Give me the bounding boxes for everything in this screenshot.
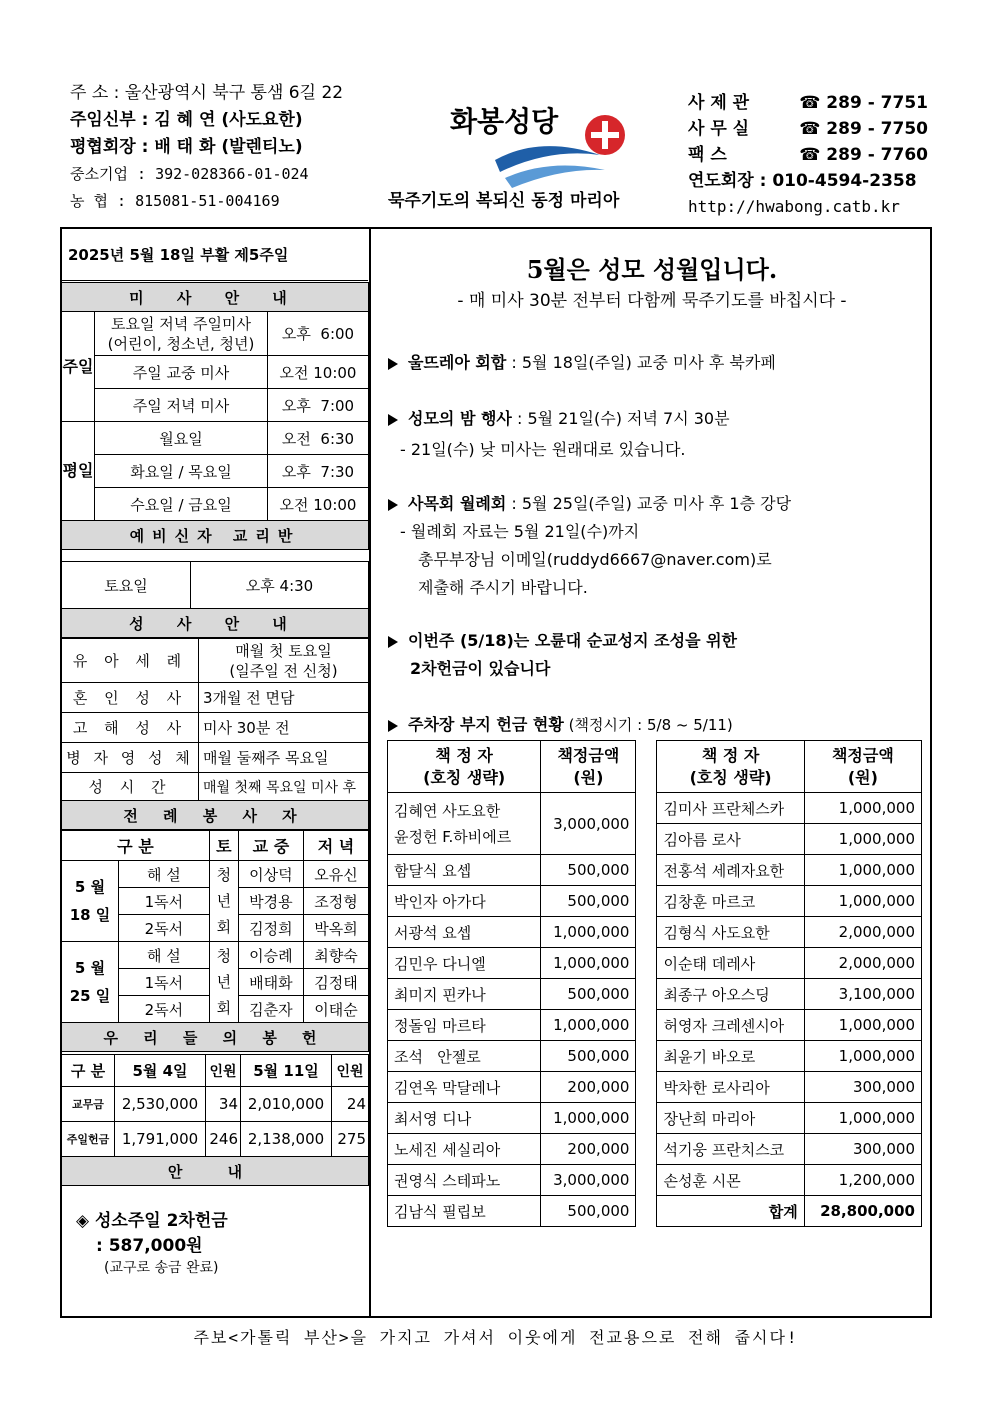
catechumen-time: 오후 4:30 [191,562,369,609]
catechumen-title: 예비신자 교리반 [62,521,369,550]
bank1: 392-028366-01-024 [155,165,309,183]
triangle-bullet-icon [388,499,398,511]
address-label: 주 소 [70,83,109,103]
column-divider [369,227,371,1317]
priest-label: 주임신부 [70,110,136,130]
sacrament-name: 병 자 영 성 체 [62,743,199,773]
mass-name: 수요일 / 금요일 [95,488,268,521]
contact-label: 사 제 관 [688,93,750,113]
table-gap [636,855,657,886]
triangle-bullet-icon [388,358,398,370]
offering-amount: 2,138,000 [241,1122,332,1157]
mass-name: 화요일 / 목요일 [95,455,268,488]
table-gap [636,1072,657,1103]
servers-group: 청 년 회 [209,861,238,942]
sacrament-info: 매월 첫 토요일 (일주일 전 신청) [199,639,369,683]
news-item [388,491,791,514]
mass-time: 오전 6:30 [268,422,369,455]
donor-name: 박인자 아가다 [388,886,541,917]
church-name: 화봉성당 [450,105,559,138]
contact-value: ☎ 289 - 7751 [799,93,928,113]
notice-line: (교구로 송금 완료) [104,1260,219,1276]
council-label: 평협회장 [70,137,136,157]
donation-header: 책 정 자 (호칭 생략) [657,741,804,793]
donor-amount: 1,000,000 [541,1010,636,1041]
offering-title: 우 리 들 의 봉 헌 [62,1023,369,1052]
sacrament-info: 매월 첫째 목요일 미사 후 [199,773,369,801]
header-info [70,80,370,215]
table-gap [636,886,657,917]
news-body: (책정시기 : 5/8 ~ 5/11) [563,716,733,734]
offering-header: 인원 [206,1055,241,1087]
donor-amount: 3,100,000 [804,979,921,1010]
servers-title: 전 례 봉 사 자 [62,801,369,830]
table-gap [636,948,657,979]
offering-header: 5월 11일 [241,1055,332,1087]
mass-name: 주일 저녁 미사 [95,389,268,422]
mass-name: 월요일 [95,422,268,455]
donor-name: 장난희 마리아 [657,1103,804,1134]
offering-amount: 2,010,000 [241,1087,332,1122]
total-label: 합계 [657,1196,804,1227]
sacrament-name: 혼 인 성 사 [62,683,199,713]
donor-amount: 1,000,000 [804,793,921,824]
offering-amount: 1,791,000 [115,1122,206,1157]
donor-amount: 1,200,000 [804,1165,921,1196]
sacrament-name: 성 시 간 [62,773,199,801]
footer-text: 주보<가톨릭 부산>을 가지고 가셔서 이웃에게 전교용으로 전해 줍시다! [193,1328,799,1347]
contact-value: ☎ 289 - 7750 [799,119,928,139]
news-body: : 5월 18일(주일) 교중 미사 후 북카페 [506,353,776,372]
donor-name: 전홍석 세례자요한 [657,855,804,886]
offering-amount: 2,530,000 [115,1087,206,1122]
donor-amount: 1,000,000 [541,948,636,979]
table-gap [636,979,657,1010]
sacrament-table [61,638,369,830]
youth-leader: 연도회장 : 010-4594-2358 [688,171,917,191]
news-head: 주차장 부지 헌금 현황 [408,715,564,734]
servers-date: 5 월 25 일 [62,942,119,1023]
contact-value: ☎ 289 - 7760 [799,145,928,165]
offering-count: 246 [206,1122,241,1157]
server-role: 2독서 [119,915,210,942]
table-gap [636,1103,657,1134]
news-item [388,350,776,373]
news-item [388,712,733,735]
donation-table [387,740,922,1227]
donor-amount: 500,000 [541,855,636,886]
donor-amount: 3,000,000 [541,793,636,855]
mass-name: 주일 교중 미사 [95,356,268,389]
donor-name: 최서영 디나 [388,1103,541,1134]
servers-header: 구 분 [62,831,210,861]
donor-name: 이순태 데레사 [657,948,804,979]
website-link[interactable]: http://hwabong.catb.kr [688,197,900,216]
page-subtitle: - 매 미사 30분 전부터 다함께 묵주기도를 바칩시다 - [457,291,847,311]
contact-row [688,90,928,116]
donor-name: 최윤기 바오로 [657,1041,804,1072]
donor-amount: 200,000 [541,1072,636,1103]
page-title: 5월은 성모 성월입니다. [526,255,778,284]
servers-group: 청 년 회 [209,942,238,1023]
contact-info [688,90,928,220]
address: 울산광역시 북구 통샘 6길 22 [124,83,344,103]
donor-amount: 1,000,000 [804,1010,921,1041]
mass-table [61,282,369,550]
triangle-bullet-icon [388,414,398,426]
sacrament-info: 3개월 전 면담 [199,683,369,713]
server-role: 2독서 [119,996,210,1023]
news-head: 이번주 (5/18)는 오륜대 순교성지 조성을 위한 [408,631,738,650]
mass-time: 오전 10:00 [268,488,369,521]
contact-row [688,116,928,142]
donation-header: 책정금액 (원) [804,741,921,793]
contact-row [688,142,928,168]
footer-line [60,1316,932,1318]
news-item [388,628,737,651]
triangle-bullet-icon [388,636,398,648]
sacrament-info: 매월 둘째주 목요일 [199,743,369,773]
donor-name: 김형식 사도요한 [657,917,804,948]
council: 배 태 화 (발렌티노) [154,137,303,157]
donor-amount: 2,000,000 [804,948,921,979]
offering-count: 24 [332,1087,369,1122]
news-head: 울뜨레아 회합 [408,353,507,372]
offering-count: 34 [206,1087,241,1122]
donor-name: 박차한 로사리아 [657,1072,804,1103]
donor-name: 손성훈 시몬 [657,1165,804,1196]
mass-title: 미 사 안 내 [62,283,369,312]
priest-row: 주임신부 : 김 혜 연 (사도요한) [70,110,303,130]
table-gap [636,1041,657,1072]
donor-amount: 1,000,000 [804,886,921,917]
server-main: 김정희 [238,915,303,942]
donor-name: 노세진 세실리아 [388,1134,541,1165]
donor-amount: 2,000,000 [804,917,921,948]
server-evening: 김정태 [304,969,369,996]
server-role: 1독서 [119,888,210,915]
donor-amount: 200,000 [541,1134,636,1165]
donor-name: 김아름 로사 [657,824,804,855]
server-role: 해 설 [119,942,210,969]
donor-amount: 1,000,000 [804,1103,921,1134]
bank2-label: 농 협 [70,192,109,210]
server-role: 1독서 [119,969,210,996]
bulletin-date: 2025년 5월 18일 부활 제5주일 [62,229,368,281]
motto: 묵주기도의 복되신 동정 마리아 [388,191,620,211]
donor-name: 김남식 필립보 [388,1196,541,1227]
news-item [388,406,730,429]
donor-amount: 1,000,000 [541,1103,636,1134]
bank1-label: 중소기업 [70,165,128,183]
donor-name: 석기웅 프란치스코 [657,1134,804,1165]
table-gap [636,1134,657,1165]
offering-header: 구 분 [62,1055,115,1087]
notice-title: 안 내 [62,1157,369,1186]
catechumen-day: 토요일 [62,562,191,609]
server-role: 해 설 [119,861,210,888]
notice-line: ◈ 성소주일 2차헌금 [76,1211,228,1231]
donor-amount: 500,000 [541,1041,636,1072]
donor-amount: 300,000 [804,1072,921,1103]
address-row: 주 소 : 울산광역시 북구 통샘 6길 22 [70,83,344,103]
donor-name: 함달식 요셉 [388,855,541,886]
offering-type: 주일헌금 [62,1122,115,1157]
donor-amount: 1,000,000 [804,824,921,855]
donor-name: 최미지 핀카나 [388,979,541,1010]
donor-name: 김민우 다니엘 [388,948,541,979]
mass-time: 오후 7:30 [268,455,369,488]
donor-amount: 1,000,000 [804,855,921,886]
contact-label: 팩 스 [688,145,727,165]
news-body: : 5월 21일(수) 저녁 7시 30분 [511,409,730,428]
table-gap [636,1196,657,1227]
news-sub: - 21일(수) 낮 미사는 원래대로 있습니다. [400,440,686,459]
table-gap [636,824,657,855]
weekday-label: 평일 [62,422,95,521]
server-main: 이상덕 [238,861,303,888]
sacrament-name: 고 해 성 사 [62,713,199,743]
donor-amount: 3,000,000 [541,1165,636,1196]
news-sub: 제출해 주시기 바랍니다. [418,578,588,597]
server-evening: 박옥희 [304,915,369,942]
donor-name: 최종구 아오스딩 [657,979,804,1010]
servers-header: 저 녁 [304,831,369,861]
donation-header: 책 정 자 (호칭 생략) [388,741,541,793]
news-sub: 총무부장님 이메일(ruddyd6667@naver.com)로 [418,550,772,569]
sacrament-name: 유 아 세 례 [62,639,199,683]
server-main: 박경용 [238,888,303,915]
donor-name: 허영자 크레센시아 [657,1010,804,1041]
offering-header: 인원 [332,1055,369,1087]
table-gap [636,917,657,948]
bank2-row: 농 협 : 815081-51-004169 [70,192,280,210]
server-main: 이승례 [238,942,303,969]
donor-amount: 500,000 [541,979,636,1010]
offering-table [61,1054,369,1186]
servers-header: 토 [209,831,238,861]
priest: 김 혜 연 (사도요한) [154,110,303,130]
offering-type: 교무금 [62,1087,115,1122]
server-evening: 조정형 [304,888,369,915]
sacrament-title: 성 사 안 내 [62,609,369,638]
servers-date: 5 월 18 일 [62,861,119,942]
donor-name: 조석 안젤로 [388,1041,541,1072]
sacrament-info: 미사 30분 전 [199,713,369,743]
table-gap [636,1010,657,1041]
news-body: : 5월 25일(주일) 교중 미사 후 1층 강당 [506,494,792,513]
donation-header: 책정금액 (원) [541,741,636,793]
offering-header: 5월 4일 [115,1055,206,1087]
mass-name: 토요일 저녁 주일미사 (어린이, 청소년, 청년) [95,312,268,356]
donor-name: 서광석 요셉 [388,917,541,948]
table-gap [636,1165,657,1196]
server-main: 김춘자 [238,996,303,1023]
server-evening: 이태순 [304,996,369,1023]
news-sub: - 월례회 자료는 5월 21일(수)까지 [400,522,640,541]
mass-time: 오후 6:00 [268,312,369,356]
news-head: 성모의 밤 행사 [408,409,512,428]
sunday-label: 주일 [62,312,95,422]
bank1-row: 중소기업 : 392-028366-01-024 [70,165,309,183]
news-head: 사목회 월례회 [408,494,507,513]
donor-amount: 500,000 [541,1196,636,1227]
council-row: 평협회장 : 배 태 화 (발렌티노) [70,137,303,157]
total-amount: 28,800,000 [804,1196,921,1227]
triangle-bullet-icon [388,720,398,732]
donor-name: 권영식 스테파노 [388,1165,541,1196]
donor-amount: 300,000 [804,1134,921,1165]
table-gap [636,741,657,793]
donor-amount: 1,000,000 [804,1041,921,1072]
news-sub: 2차헌금이 있습니다 [410,659,551,678]
servers-header: 교 중 [238,831,303,861]
mass-time: 오후 7:00 [268,389,369,422]
donor-amount: 1,000,000 [541,917,636,948]
catechumen-table [61,561,369,638]
offering-count: 275 [332,1122,369,1157]
servers-table [61,830,369,1052]
table-gap [636,793,657,824]
donor-name: 김창훈 마르코 [657,886,804,917]
server-evening: 최향숙 [304,942,369,969]
server-main: 배태화 [238,969,303,996]
donor-name: 김미사 프란체스카 [657,793,804,824]
server-evening: 오유신 [304,861,369,888]
donor-amount: 500,000 [541,886,636,917]
donor-name: 김연옥 막달레나 [388,1072,541,1103]
donor-name: 김혜연 사도요한 윤정헌 F.하비에르 [388,793,541,855]
notice-line: : 587,000원 [96,1236,203,1256]
donor-name: 정돌임 마르타 [388,1010,541,1041]
contact-label: 사 무 실 [688,119,750,139]
bank2: 815081-51-004169 [135,192,280,210]
mass-time: 오전 10:00 [268,356,369,389]
